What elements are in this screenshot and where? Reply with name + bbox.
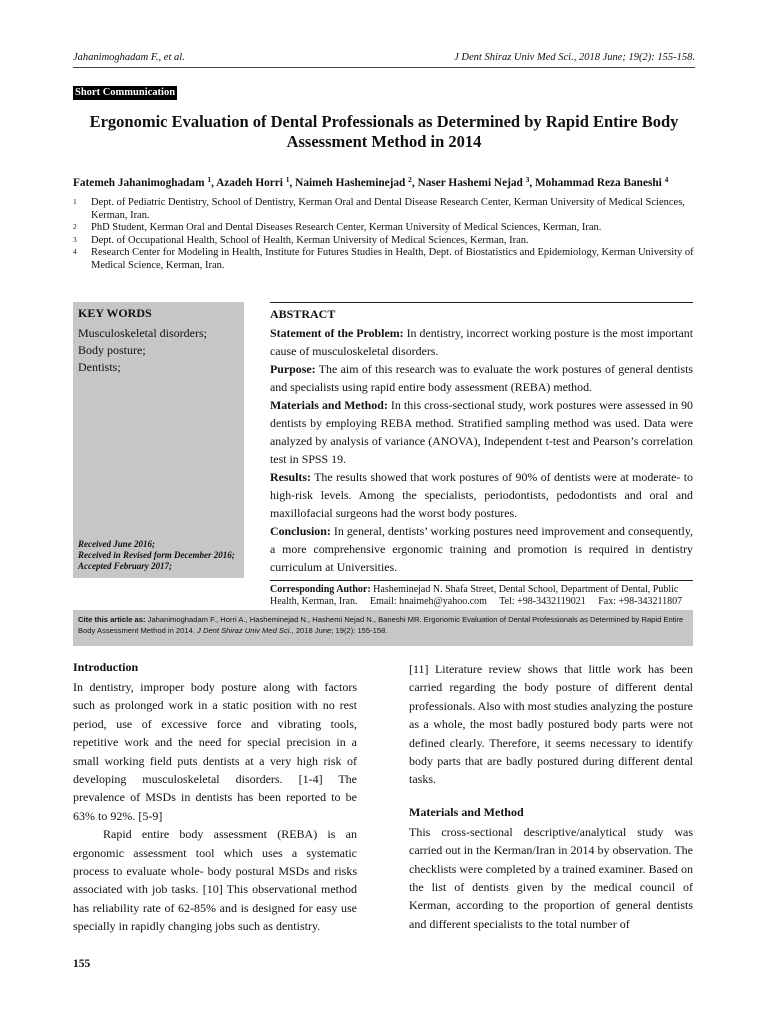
affiliation: 3 Dept. of Occupational Health, School of Health, Kerman University of Medical Sciences, Kerman, Iran. — [73, 234, 529, 246]
corresponding-author — [270, 580, 693, 608]
abstract-results: Results: The results showed that work postures of 90% of dentists were at moderate- to high-risk levels. Among the specialists, periodontists, pedodontists and oral and maxillofacial surgeons had the worst body postures. — [270, 470, 693, 520]
article-title: Ergonomic Evaluation of Dental Professionals as Determined by Rapid Entire Body Assessment Method in 2014 — [89, 112, 679, 151]
article-type-label: Short Communication — [75, 87, 176, 98]
body-paragraph: This cross-sectional descriptive/analytical study was carried out in the Kerman/Iran in 2014 by observation. The checklists were completed by a trained examiner. Based on the list of dentists given by the medical council of Kerman, according to the proportion of general dentists and different specialists to the total number of — [409, 824, 693, 931]
corresponding-label: Corresponding Author: — [270, 584, 371, 595]
author: Mohammad Reza Baneshi $^4$ — [535, 175, 669, 189]
accepted-date: Accepted February 2017; — [78, 561, 172, 571]
citation-box: Cite this article as: Jahanimoghadam F., Horri A., Hasheminejad N., Hashemi Nejad N., Baneshi MR. Ergonomic Evaluation of Dental Professionals as Determined by Rapid Entire Body Assessment Method in 2014. J Dent Shiraz Univ Med Sci., 2018 June; 19(2): 155-158. — [73, 610, 693, 646]
author: Azadeh Horri $^1$, — [216, 175, 296, 189]
corresponding-details: Hasheminejad N. Shafa Street, Dental School, Department of Dental, Public Health, Kerman, Iran. Email: hnaimeh@yahoo.com Tel: +98-3432119021 Fax: +98-343211807 — [270, 584, 683, 607]
affiliation: 1 Dept. of Pediatric Dentistry, School of Dentistry, Kerman Oral and Dental Disease Research Center, Kerman University of Medical Sciences, Kerman, Iran. — [73, 197, 685, 221]
keyword: Musculoskeletal disorders; — [78, 326, 207, 340]
citation-label: Cite this article as: — [78, 615, 146, 624]
header-authors: Jahanimoghadam F., et al. — [73, 52, 185, 63]
abstract-heading: ABSTRACT — [270, 307, 336, 321]
methods-heading: Materials and Method — [409, 804, 524, 819]
body-paragraph: Rapid entire body assessment (REBA) is an ergonomic assessment tool which uses a systematic process to evaluate whole- body postural MSDs and risks associated with job tasks. [10] This observational method has reliability rate of 62-85% and is designed for easy use specially in rapidly changing jobs such as dentistry. — [73, 827, 357, 934]
author: Naimeh Hasheminejad $^2$, — [295, 175, 418, 189]
abstract-purpose: Purpose: The aim of this research was to evaluate the work postures of general dentists and specialists using rapid entire body assessment (REBA) method. — [270, 362, 693, 394]
keyword: Dentists; — [78, 360, 121, 374]
page-number: 155 — [73, 958, 91, 970]
abstract-conclusion: Conclusion: In general, dentists’ working postures need improvement and consequently, a more comprehensive ergonomic training and promotion is required in dentistry curriculum at Universities. — [270, 524, 693, 574]
introduction-heading: Introduction — [73, 660, 139, 674]
affiliation-list — [73, 197, 698, 273]
keyword: Body posture; — [78, 343, 146, 357]
abstract-methods: Materials and Method: In this cross-sectional study, work postures were assessed in 90 dentists by employing REBA method. Stratified sampling method was used. Data were analyzed by analysis of variance (ANOVA), Independent t-test and Pearson’s correlation test in SPSS 19. — [270, 398, 693, 466]
body-column-right — [409, 660, 693, 933]
running-header — [73, 52, 695, 68]
keywords-heading: KEY WORDS — [78, 306, 152, 320]
abstract-problem: Statement of the Problem: In dentistry, incorrect working posture is the most important cause of musculoskeletal disorders. — [270, 326, 693, 358]
received-date: Received June 2016; — [78, 539, 155, 549]
received-dates — [78, 539, 235, 572]
author: Fatemeh Jahanimoghadam $^1$, — [73, 175, 217, 189]
author-list — [73, 176, 708, 190]
keywords-panel — [73, 302, 244, 578]
body-paragraph: [11] Literature review shows that little work has been carried regarding the body posture of different dental professionals. Also with most studies analyzing the posture as a whole, the most badly postured body parts were not defined clearly. Therefore, it seems necessary to identify body parts that are badly postured during different dental tasks. — [409, 662, 693, 787]
header-journal-citation: J Dent Shiraz Univ Med Sci., 2018 June; 19(2): 155-158. — [454, 52, 695, 63]
abstract-section — [270, 302, 693, 576]
author: Naser Hashemi Nejad $^3$, — [417, 175, 536, 189]
revised-date: Received in Revised form December 2016; — [78, 550, 235, 560]
body-column-left — [73, 660, 357, 936]
affiliation: 2 PhD Student, Kerman Oral and Dental Diseases Research Center, Kerman University of Medical Sciences, Kerman, Iran. — [73, 222, 602, 234]
affiliation: 4 Research Center for Modeling in Health, Institute for Futures Studies in Health, Dept. of Biostatistics and Epidemiology, Kerman University of Medical Science, Kerman, Iran. — [73, 247, 694, 271]
body-paragraph: In dentistry, improper body posture along with factors such as prolonged work in a static position with no rest period, use of excessive force and vibrating tools, repetitive work and the need for special precision in a small working field puts dentists at a very high risk of developing musculoskeletal disorders. [1-4] The prevalence of MSDs in dentists has been reported to be 63% to 92%. [5-9] — [73, 680, 357, 823]
